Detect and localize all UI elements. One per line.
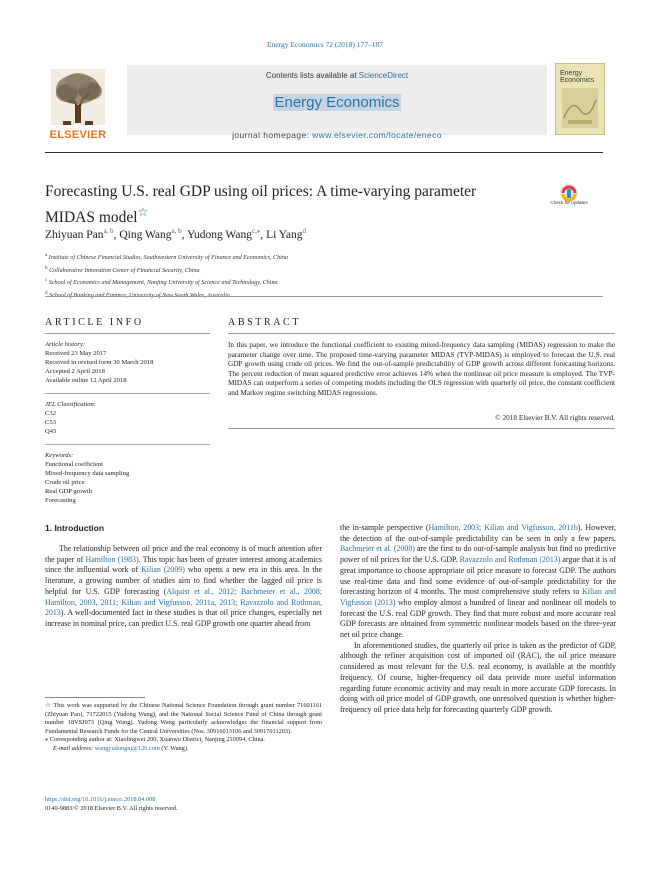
paragraph-text: ). However, the detection of the out-of-sample predictability can be seen in only a few papers.	[340, 523, 617, 543]
issn-line: 0140-9883/© 2018 Elsevier B.V. All rights reserved.	[45, 804, 178, 812]
author-name[interactable]: Zhiyuan Pan	[45, 228, 104, 241]
paragraph-text: argue that it is of great importance to choose appropriate oil price measure to forecast GDP. The authors use real-time data and find some evidence of out-of-sample predictability for the forecasting horizon of 4 months. The most comprehensive study refers to	[340, 555, 617, 597]
journal-name[interactable]	[127, 94, 547, 111]
journal-reference[interactable]: Energy Economics 72 (2018) 177–187	[266, 40, 384, 49]
article-title	[45, 182, 525, 228]
email-suffix: (Y. Wang).	[159, 744, 189, 752]
abstract-bottom-rule	[228, 428, 615, 429]
article-info-heading: ARTICLE INFO	[45, 317, 144, 328]
affiliation-list	[45, 251, 288, 301]
sciencedirect-link[interactable]: ScienceDirect	[358, 71, 409, 80]
jel-code: C32	[45, 410, 56, 417]
info-separator	[45, 393, 210, 394]
email-link[interactable]: wangyudongnj@126.com	[94, 744, 160, 752]
corresponding-author-footnote: ⁎ Corresponding author at: Xiaolingwei 200, Xuanwu District, Nanjing 210094, China.	[45, 736, 266, 743]
paragraph-text: . This topic has been of greater interest among academics since the influential work of	[45, 554, 323, 575]
jel-label: JEL Classification:	[45, 401, 96, 408]
history-item: Accepted 2 April 2018	[45, 368, 105, 375]
author-affiliation-marker[interactable]: d	[302, 227, 307, 235]
author-name[interactable]: Qing Wang	[119, 228, 172, 241]
keyword-list	[45, 460, 215, 505]
intro-right-column	[340, 523, 616, 716]
journal-cover-thumbnail[interactable]	[555, 63, 605, 135]
paragraph-text: who opens a new era in this area. In the literature, a growing number of studies aim to find whether the lagged oil price is helpful for U.S. GDP forecasting (	[45, 565, 322, 596]
publisher-wordmark: ELSEVIER	[49, 129, 107, 141]
journal-banner	[127, 65, 547, 135]
email-label: E-mail address:	[53, 744, 95, 752]
contents-prefix: Contents lists available at	[265, 71, 359, 80]
keyword-item: Real GDP growth	[45, 488, 93, 495]
journal-masthead	[45, 63, 603, 145]
keyword-item: Functional coefficient	[45, 461, 103, 468]
affiliation-text: Collaborative Innovation Center of Financial Security, China	[47, 267, 200, 274]
cover-pattern	[562, 88, 598, 128]
section-rule	[45, 296, 603, 297]
author-list: Zhiyuan Pan$^{a, b}$, Qing Wang$^{a, b}$, Yudong Wang$^{c,⁎}$, Li Yang$^d$	[45, 227, 307, 241]
jel-code: C53	[45, 419, 56, 426]
citation-link[interactable]: Hamilton (1983)	[85, 554, 139, 564]
history-item: Received 23 May 2017	[45, 350, 107, 357]
history-item: Received in revised form 30 March 2018	[45, 359, 154, 366]
history-item: Available online 12 April 2018	[45, 377, 127, 384]
affiliation-text: Institute of Chinese Financial Studies, Southwestern University of Finance and Economics, China	[47, 255, 288, 262]
history-label: Article history:	[45, 341, 86, 348]
affiliation-key: d	[45, 289, 48, 296]
footnotes	[45, 702, 322, 753]
email-footnote	[45, 745, 322, 754]
citation-link[interactable]: Kilian and Vigfusson (2013)	[340, 587, 617, 607]
title-footnote-marker[interactable]: ☆	[137, 205, 149, 219]
funding-footnote: ☆ This work was supported by the Chinese National Science Foundation through grant number 71601161 (Zhiyuan Pan), 71722015 (Yudong Wang), and the National Social Science Fund of China through grant number 18VSJ073 (Qing Wang). Yudong Wang particularly acknowledges the financial support from Fundamental Research Funds for the Central Universities (Nos. 30916013106 and 30917011203).	[45, 702, 322, 735]
affiliation-item	[45, 264, 288, 277]
citation-link[interactable]: Alquist et al., 2012; Bachmeier et al., 2008; Hamilton, 2003, 2011; Kilian and Vigfusson, 2011a, 2013; Ravazzolo and Rothman, 2013	[45, 586, 322, 618]
affiliation-key: b	[45, 264, 48, 271]
intro-paragraph-2: In aforementioned studies, the quarterly oil price is taken as the predictor of GDP, although the refiner acquisition cost of imported oil (RAC), the oil price measure considered as most relevant for the U.S. real economy, is available at the monthly frequency. Of course, higher-frequency oil data provide more useful information regarding future economic activity and may result in more accurate GDP forecasts. In doing with oil price model of GDP growth, one unresolved question is whether higher-frequency oil price data help for forecasting quarterly GDP growth.	[340, 640, 616, 714]
paragraph-text: The relationship between oil price and the real economy is of much attention after the paper of	[45, 544, 322, 564]
keyword-item: Forecasting	[45, 497, 76, 504]
paragraph-text: are the first to do out-of-sample analysis but find no predictive power of oil prices for the U.S. GDP.	[340, 544, 617, 565]
journal-name-text[interactable]: Energy Economics	[274, 94, 400, 111]
header-rule	[45, 152, 603, 153]
intro-paragraph-continued	[340, 523, 616, 641]
homepage-prefix: journal homepage:	[232, 130, 313, 140]
doi-block	[45, 796, 178, 813]
author-affiliation-marker[interactable]: a, b	[171, 227, 182, 235]
citation-link[interactable]: Hamilton, 2003; Kilian and Vigfusson, 2011b	[428, 523, 578, 532]
affiliation-item	[45, 289, 288, 302]
cover-title: Energy Economics	[560, 70, 595, 84]
check-for-updates-label[interactable]: Check for updates	[550, 200, 588, 205]
citation-link[interactable]: Kilian (2009)	[141, 565, 185, 575]
doi-link[interactable]: https://doi.org/10.1016/j.eneco.2018.04.008	[45, 796, 156, 803]
affiliation-item	[45, 251, 288, 264]
author-name[interactable]: Yudong Wang	[186, 228, 252, 241]
affiliation-key: c	[45, 277, 48, 284]
keyword-item: Mixed-frequency data sampling	[45, 470, 130, 477]
author-affiliation-marker[interactable]: a, b	[103, 227, 114, 235]
citation-link[interactable]: Bachmeier et al. (2008)	[340, 544, 415, 554]
abstract-copyright: © 2018 Elsevier B.V. All rights reserved.	[495, 413, 615, 422]
footnote-rule	[45, 697, 145, 698]
author-name[interactable]: Li Yang	[266, 228, 303, 241]
paragraph-text: ). A well-documented fact in these studies is that oil price changes, especially net increase in nominal price, can predict U.S. real GDP growth one quarter ahead from	[45, 608, 322, 628]
jel-code: Q43	[45, 428, 57, 435]
homepage-link[interactable]: www.elsevier.com/locate/eneco	[312, 130, 442, 140]
affiliation-text: School of Banking and Finance, University of New South Wales, Australia	[47, 292, 230, 299]
paragraph-text: the in-sample perspective (	[340, 523, 429, 532]
abstract-rule	[228, 333, 615, 334]
section-heading-introduction: 1. Introduction	[45, 523, 105, 533]
journal-homepage-line	[127, 130, 547, 140]
abstract-heading: ABSTRACT	[228, 317, 302, 328]
history-list	[45, 349, 215, 385]
citation-link[interactable]: Ravazzolo and Rothman (2013)	[459, 555, 561, 565]
affiliation-key: a	[45, 252, 48, 258]
contents-line	[127, 71, 547, 80]
check-for-updates-icon[interactable]	[553, 183, 585, 215]
jel-list	[45, 409, 215, 436]
intro-paragraph-1	[45, 544, 322, 630]
affiliation-item	[45, 276, 288, 289]
keywords-label: Keywords:	[45, 452, 74, 459]
article-info-rule	[45, 333, 210, 334]
author-affiliation-marker[interactable]: c,⁎	[251, 227, 261, 235]
paragraph-text: who employ almost a hundred of linear and nonlinear oil models to forecast the U.S. real GDP growth. They find that more robust and more accurate real GDP forecasts are obtained from symmetric nonlinear models based on the three-year net oil price change.	[340, 597, 616, 640]
info-separator	[45, 444, 210, 445]
article-info-column	[45, 340, 215, 505]
affiliation-text: School of Economics and Management, Nanjing University of Science and Technology, China	[47, 280, 278, 287]
article-title-text: Forecasting U.S. real GDP using oil prices: A time-varying parameter MIDAS model	[45, 183, 477, 227]
keyword-item: Crude oil price	[45, 479, 85, 486]
abstract-text: In this paper, we introduce the functional coefficient to existing mixed-frequency data sampling (MIDAS) regression to make the parameter change over time. The proposed time-varying parameter MIDAS (TVP-MIDAS) is employed to forecast the U.S. real GDP growth using crude oil prices. We find the out-of-sample predictability of GDP growth across different forecasting horizons. The percent reduction of mean squared predictive error achieves 14% when the nonlinear oil price measure is employed. The TVP-MIDAS can outperform a series of competing models including the OLS regression with quarterly oil price, the constant coefficient and Markov regime switching MIDAS regressions.	[228, 340, 615, 397]
